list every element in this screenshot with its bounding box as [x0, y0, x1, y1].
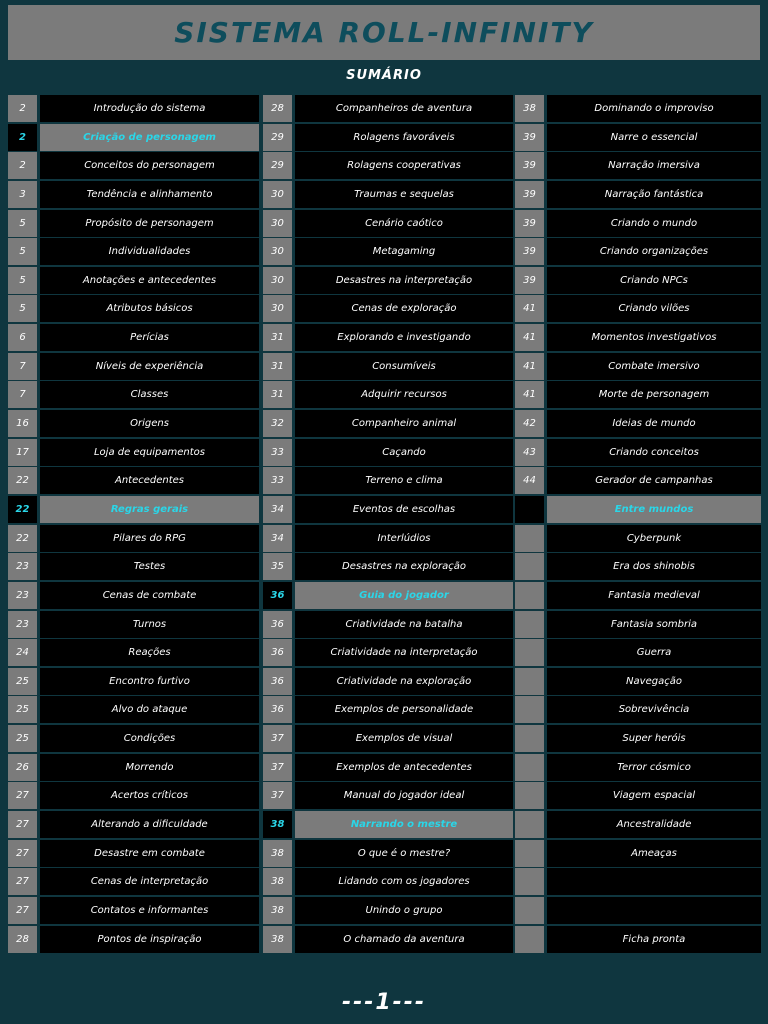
- toc-entry-label: Metagaming: [295, 238, 513, 265]
- toc-row[interactable]: [263, 295, 513, 322]
- toc-page-number: 44: [515, 467, 544, 494]
- toc-page-number: 17: [8, 439, 37, 466]
- toc-entry-label: Perícias: [40, 324, 259, 351]
- toc-row[interactable]: [8, 696, 259, 723]
- toc-entry-label: Cenas de combate: [40, 582, 259, 609]
- toc-row[interactable]: [263, 782, 513, 809]
- toc-column-3: [515, 95, 761, 954]
- toc-row[interactable]: [515, 582, 761, 609]
- toc-page-number: 23: [8, 553, 37, 580]
- toc-row[interactable]: [515, 381, 761, 408]
- toc-page-number: [515, 639, 544, 666]
- toc-entry-label: Viagem espacial: [547, 782, 761, 809]
- toc-page-number: 34: [263, 525, 292, 552]
- toc-page-number: 37: [263, 725, 292, 752]
- toc-page-number: 33: [263, 467, 292, 494]
- toc-row[interactable]: [515, 639, 761, 666]
- toc-entry-label: Classes: [40, 381, 259, 408]
- toc-entry-label: Acertos críticos: [40, 782, 259, 809]
- toc-row[interactable]: [8, 267, 259, 294]
- toc-page-number: 5: [8, 238, 37, 265]
- toc-page-number: 25: [8, 696, 37, 723]
- toc-entry-label: Individualidades: [40, 238, 259, 265]
- toc-page-number: 25: [8, 668, 37, 695]
- toc-page-number: 28: [263, 95, 292, 122]
- toc-entry-label: Reações: [40, 639, 259, 666]
- toc-page-number: 36: [263, 582, 292, 609]
- toc-row[interactable]: [263, 238, 513, 265]
- toc-page-number: 30: [263, 238, 292, 265]
- toc-page-number: [515, 811, 544, 838]
- toc-entry-label: Criatividade na interpretação: [295, 639, 513, 666]
- toc-page-number: 39: [515, 152, 544, 179]
- toc-entry-label: Fantasia medieval: [547, 582, 761, 609]
- toc-section-label: Narrando o mestre: [295, 811, 513, 838]
- toc-row[interactable]: [8, 353, 259, 380]
- toc-column-2: [263, 95, 513, 954]
- toc-row[interactable]: [263, 95, 513, 122]
- page-number: ---1---: [341, 990, 427, 1015]
- toc-page-number: 38: [263, 868, 292, 895]
- toc-entry-label: Loja de equipamentos: [40, 439, 259, 466]
- toc-row[interactable]: [8, 467, 259, 494]
- toc-row[interactable]: [8, 439, 259, 466]
- toc-section-label: Criação de personagem: [40, 124, 259, 151]
- toc-entry-label: Lidando com os jogadores: [295, 868, 513, 895]
- toc-row[interactable]: [263, 611, 513, 638]
- toc-row[interactable]: [8, 639, 259, 666]
- toc-row[interactable]: [515, 840, 761, 867]
- toc-row[interactable]: [263, 467, 513, 494]
- toc-page-number: 16: [8, 410, 37, 437]
- toc-page-number: 36: [263, 696, 292, 723]
- toc-page-number: 2: [8, 152, 37, 179]
- toc-row[interactable]: [8, 611, 259, 638]
- toc-page-number: [515, 611, 544, 638]
- toc-row[interactable]: [263, 525, 513, 552]
- toc-entry-label: Rolagens favoráveis: [295, 124, 513, 151]
- toc-row[interactable]: [263, 124, 513, 151]
- toc-row[interactable]: [515, 124, 761, 151]
- toc-entry-label: Criando NPCs: [547, 267, 761, 294]
- toc-entry-label: Turnos: [40, 611, 259, 638]
- toc-page-number: 38: [263, 926, 292, 953]
- toc-row[interactable]: [8, 525, 259, 552]
- toc-page-number: [515, 553, 544, 580]
- toc-entry-label: Encontro furtivo: [40, 668, 259, 695]
- toc-row[interactable]: [515, 897, 761, 924]
- toc-page-number: 31: [263, 324, 292, 351]
- toc-section-row[interactable]: [8, 496, 259, 523]
- toc-entry-label: Narre o essencial: [547, 124, 761, 151]
- toc-entry-label: Condições: [40, 725, 259, 752]
- toc-row[interactable]: [8, 754, 259, 781]
- toc-section-row[interactable]: [8, 124, 259, 151]
- toc-row[interactable]: [515, 295, 761, 322]
- toc-row[interactable]: [263, 668, 513, 695]
- toc-page-number: 5: [8, 267, 37, 294]
- toc-page-number: 28: [8, 926, 37, 953]
- toc-entry-label: Interlúdios: [295, 525, 513, 552]
- toc-row[interactable]: [263, 353, 513, 380]
- toc-entry-label: Caçando: [295, 439, 513, 466]
- toc-entry-label: Gerador de campanhas: [547, 467, 761, 494]
- toc-page-number: [515, 868, 544, 895]
- toc-page-number: 23: [8, 582, 37, 609]
- toc-entry-label: Terror cósmico: [547, 754, 761, 781]
- toc-entry-label: Narração imersiva: [547, 152, 761, 179]
- toc-page-number: 37: [263, 782, 292, 809]
- toc-entry-label: Criando organizações: [547, 238, 761, 265]
- toc-entry-label: O que é o mestre?: [295, 840, 513, 867]
- toc-entry-label: Era dos shinobis: [547, 553, 761, 580]
- toc-page-number: 32: [263, 410, 292, 437]
- toc-row[interactable]: [515, 782, 761, 809]
- toc-page-number: [515, 496, 544, 523]
- toc-entry-label: Anotações e antecedentes: [40, 267, 259, 294]
- toc-page-number: [515, 926, 544, 953]
- toc-row[interactable]: [515, 324, 761, 351]
- toc-row[interactable]: [515, 410, 761, 437]
- toc-entry-label: Alvo do ataque: [40, 696, 259, 723]
- toc-page-number: 41: [515, 353, 544, 380]
- toc-page-number: [515, 840, 544, 867]
- toc-row[interactable]: [263, 410, 513, 437]
- toc-page-number: 2: [8, 95, 37, 122]
- toc-entry-label: Criando conceitos: [547, 439, 761, 466]
- toc-page-number: 23: [8, 611, 37, 638]
- toc-entry-label: Combate imersivo: [547, 353, 761, 380]
- toc-entry-label: Alterando a dificuldade: [40, 811, 259, 838]
- toc-row[interactable]: [263, 897, 513, 924]
- toc-row[interactable]: [515, 525, 761, 552]
- toc-row[interactable]: [515, 353, 761, 380]
- toc-entry-label: Contatos e informantes: [40, 897, 259, 924]
- toc-page-number: 38: [515, 95, 544, 122]
- toc-entry-label: Guerra: [547, 639, 761, 666]
- toc-entry-label: Explorando e investigando: [295, 324, 513, 351]
- toc-row[interactable]: [515, 439, 761, 466]
- toc-row[interactable]: [515, 754, 761, 781]
- toc-entry-label: Ideias de mundo: [547, 410, 761, 437]
- toc-entry-label: Níveis de experiência: [40, 353, 259, 380]
- toc-page-number: 26: [8, 754, 37, 781]
- toc-page-number: 27: [8, 897, 37, 924]
- summary-heading: SUMÁRIO: [346, 68, 422, 83]
- toc-row[interactable]: [515, 926, 761, 953]
- toc-row[interactable]: [8, 782, 259, 809]
- toc-page-number: 3: [8, 181, 37, 208]
- toc-entry-label: Traumas e sequelas: [295, 181, 513, 208]
- toc-page-number: 39: [515, 124, 544, 151]
- title-banner: [8, 5, 760, 60]
- toc-page-number: 30: [263, 210, 292, 237]
- toc-entry-label: Sobrevivência: [547, 696, 761, 723]
- toc-row[interactable]: [8, 381, 259, 408]
- toc-page-number: [515, 696, 544, 723]
- toc-page-number: [515, 754, 544, 781]
- toc-page-number: 35: [263, 553, 292, 580]
- toc-page-number: 36: [263, 668, 292, 695]
- document-title: SISTEMA ROLL-INFINITY: [174, 16, 594, 49]
- toc-row[interactable]: [263, 152, 513, 179]
- toc-entry-label: Cenário caótico: [295, 210, 513, 237]
- toc-row[interactable]: [8, 152, 259, 179]
- toc-entry-label: Super heróis: [547, 725, 761, 752]
- toc-page-number: 27: [8, 840, 37, 867]
- toc-page-number: 30: [263, 295, 292, 322]
- toc-row[interactable]: [263, 496, 513, 523]
- toc-row[interactable]: [515, 668, 761, 695]
- toc-page-number: 38: [263, 811, 292, 838]
- toc-page-number: 22: [8, 467, 37, 494]
- toc-page-number: 29: [263, 152, 292, 179]
- toc-entry-label: Atributos básicos: [40, 295, 259, 322]
- toc-row[interactable]: [515, 611, 761, 638]
- toc-page-number: 22: [8, 496, 37, 523]
- toc-row[interactable]: [263, 868, 513, 895]
- toc-page-number: 41: [515, 295, 544, 322]
- toc-section-label: Regras gerais: [40, 496, 259, 523]
- toc-page-number: 2: [8, 124, 37, 151]
- toc-entry-label: Cyberpunk: [547, 525, 761, 552]
- toc-row[interactable]: [263, 840, 513, 867]
- toc-page-number: 24: [8, 639, 37, 666]
- toc-page-number: 7: [8, 353, 37, 380]
- toc-page-number: 5: [8, 210, 37, 237]
- toc-page-number: 27: [8, 868, 37, 895]
- toc-section-label: Guia do jogador: [295, 582, 513, 609]
- toc-row[interactable]: [515, 181, 761, 208]
- toc-page-number: 29: [263, 124, 292, 151]
- toc-row[interactable]: [8, 210, 259, 237]
- toc-page-number: 42: [515, 410, 544, 437]
- toc-row[interactable]: [8, 295, 259, 322]
- toc-row[interactable]: [515, 725, 761, 752]
- toc-page-number: 27: [8, 811, 37, 838]
- toc-page-number: [515, 582, 544, 609]
- toc-entry-label: Ficha pronta: [547, 926, 761, 953]
- toc-entry-label: Navegação: [547, 668, 761, 695]
- toc-row[interactable]: [8, 95, 259, 122]
- toc-page-number: 25: [8, 725, 37, 752]
- toc-entry-label: Ancestralidade: [547, 811, 761, 838]
- toc-row[interactable]: [8, 897, 259, 924]
- toc-entry-label: Terreno e clima: [295, 467, 513, 494]
- toc-entry-label: Exemplos de visual: [295, 725, 513, 752]
- toc-page-number: 31: [263, 381, 292, 408]
- toc-row[interactable]: [263, 696, 513, 723]
- toc-page-number: [515, 897, 544, 924]
- toc-row[interactable]: [263, 267, 513, 294]
- toc-row[interactable]: [263, 725, 513, 752]
- toc-row[interactable]: [515, 467, 761, 494]
- toc-entry-label: Pontos de inspiração: [40, 926, 259, 953]
- toc-entry-label: Desastre em combate: [40, 840, 259, 867]
- toc-entry-label: Cenas de interpretação: [40, 868, 259, 895]
- toc-page-number: 31: [263, 353, 292, 380]
- toc-page-number: 39: [515, 267, 544, 294]
- toc-entry-label: Testes: [40, 553, 259, 580]
- toc-page-number: 36: [263, 611, 292, 638]
- toc-page-number: 41: [515, 324, 544, 351]
- toc-row[interactable]: [8, 725, 259, 752]
- toc-row[interactable]: [515, 210, 761, 237]
- toc-page-number: 22: [8, 525, 37, 552]
- toc-page-number: 33: [263, 439, 292, 466]
- toc-page-number: 37: [263, 754, 292, 781]
- toc-row[interactable]: [515, 553, 761, 580]
- toc-row[interactable]: [515, 868, 761, 895]
- toc-page-number: 38: [263, 897, 292, 924]
- toc-page-number: [515, 525, 544, 552]
- toc-entry-label: Cenas de exploração: [295, 295, 513, 322]
- toc-entry-label: Desastres na exploração: [295, 553, 513, 580]
- toc-page-number: 43: [515, 439, 544, 466]
- toc-row[interactable]: [8, 324, 259, 351]
- toc-entry-label: Manual do jogador ideal: [295, 782, 513, 809]
- toc-entry-label: Pilares do RPG: [40, 525, 259, 552]
- toc-page-number: 41: [515, 381, 544, 408]
- toc-column-1: [8, 95, 259, 954]
- toc-row[interactable]: [263, 926, 513, 953]
- toc-row[interactable]: [263, 381, 513, 408]
- toc-page-number: 38: [263, 840, 292, 867]
- toc-entry-label: Desastres na interpretação: [295, 267, 513, 294]
- toc-entry-label: Eventos de escolhas: [295, 496, 513, 523]
- toc-entry-label: Adquirir recursos: [295, 381, 513, 408]
- toc-entry-label: Exemplos de personalidade: [295, 696, 513, 723]
- toc-entry-label: Introdução do sistema: [40, 95, 259, 122]
- toc-entry-label: Morrendo: [40, 754, 259, 781]
- toc-row[interactable]: [8, 868, 259, 895]
- toc-page-number: 5: [8, 295, 37, 322]
- toc-page-number: 34: [263, 496, 292, 523]
- toc-row[interactable]: [263, 210, 513, 237]
- toc-section-label: Entre mundos: [547, 496, 761, 523]
- toc-entry-label: Ameaças: [547, 840, 761, 867]
- toc-row[interactable]: [8, 582, 259, 609]
- toc-entry-label: Unindo o grupo: [295, 897, 513, 924]
- toc-section-row[interactable]: [263, 811, 513, 838]
- toc-page-number: 39: [515, 238, 544, 265]
- toc-row[interactable]: [263, 324, 513, 351]
- toc-row[interactable]: [515, 811, 761, 838]
- toc-entry-label: Narração fantástica: [547, 181, 761, 208]
- toc-row[interactable]: [8, 811, 259, 838]
- toc-row[interactable]: [263, 754, 513, 781]
- toc-row[interactable]: [8, 238, 259, 265]
- toc-entry-label: Tendência e alinhamento: [40, 181, 259, 208]
- toc-entry-label: [547, 868, 761, 895]
- toc-row[interactable]: [515, 696, 761, 723]
- toc-row[interactable]: [263, 439, 513, 466]
- toc-entry-label: Exemplos de antecedentes: [295, 754, 513, 781]
- toc-entry-label: Propósito de personagem: [40, 210, 259, 237]
- toc-page-number: [515, 782, 544, 809]
- toc-row[interactable]: [515, 267, 761, 294]
- toc-page-number: 30: [263, 181, 292, 208]
- toc-page-number: 39: [515, 181, 544, 208]
- toc-row[interactable]: [8, 668, 259, 695]
- toc-entry-label: Fantasia sombria: [547, 611, 761, 638]
- toc-row[interactable]: [263, 553, 513, 580]
- toc-section-row[interactable]: [263, 582, 513, 609]
- toc-row[interactable]: [8, 840, 259, 867]
- toc-row[interactable]: [515, 238, 761, 265]
- toc-entry-label: Criatividade na exploração: [295, 668, 513, 695]
- toc-entry-label: [547, 897, 761, 924]
- toc-row[interactable]: [263, 639, 513, 666]
- toc-entry-label: Companheiro animal: [295, 410, 513, 437]
- toc-entry-label: Momentos investigativos: [547, 324, 761, 351]
- toc-entry-label: Criatividade na batalha: [295, 611, 513, 638]
- toc-row[interactable]: [263, 181, 513, 208]
- toc-page-number: 6: [8, 324, 37, 351]
- toc-page-number: [515, 668, 544, 695]
- toc-page-number: 36: [263, 639, 292, 666]
- toc-page-number: 7: [8, 381, 37, 408]
- toc-row[interactable]: [515, 152, 761, 179]
- toc-entry-label: Rolagens cooperativas: [295, 152, 513, 179]
- toc-entry-label: Dominando o improviso: [547, 95, 761, 122]
- toc-entry-label: Antecedentes: [40, 467, 259, 494]
- toc-entry-label: Criando o mundo: [547, 210, 761, 237]
- toc-section-row[interactable]: [515, 496, 761, 523]
- toc-entry-label: O chamado da aventura: [295, 926, 513, 953]
- toc-row[interactable]: [8, 926, 259, 953]
- toc-row[interactable]: [515, 95, 761, 122]
- toc-entry-label: Consumíveis: [295, 353, 513, 380]
- toc-entry-label: Conceitos do personagem: [40, 152, 259, 179]
- toc-entry-label: Companheiros de aventura: [295, 95, 513, 122]
- toc-row[interactable]: [8, 410, 259, 437]
- toc-entry-label: Criando vilões: [547, 295, 761, 322]
- toc-page-number: 27: [8, 782, 37, 809]
- toc-row[interactable]: [8, 553, 259, 580]
- toc-entry-label: Morte de personagem: [547, 381, 761, 408]
- toc-row[interactable]: [8, 181, 259, 208]
- toc-page-number: 39: [515, 210, 544, 237]
- toc-entry-label: Origens: [40, 410, 259, 437]
- toc-page-number: 30: [263, 267, 292, 294]
- toc-page-number: [515, 725, 544, 752]
